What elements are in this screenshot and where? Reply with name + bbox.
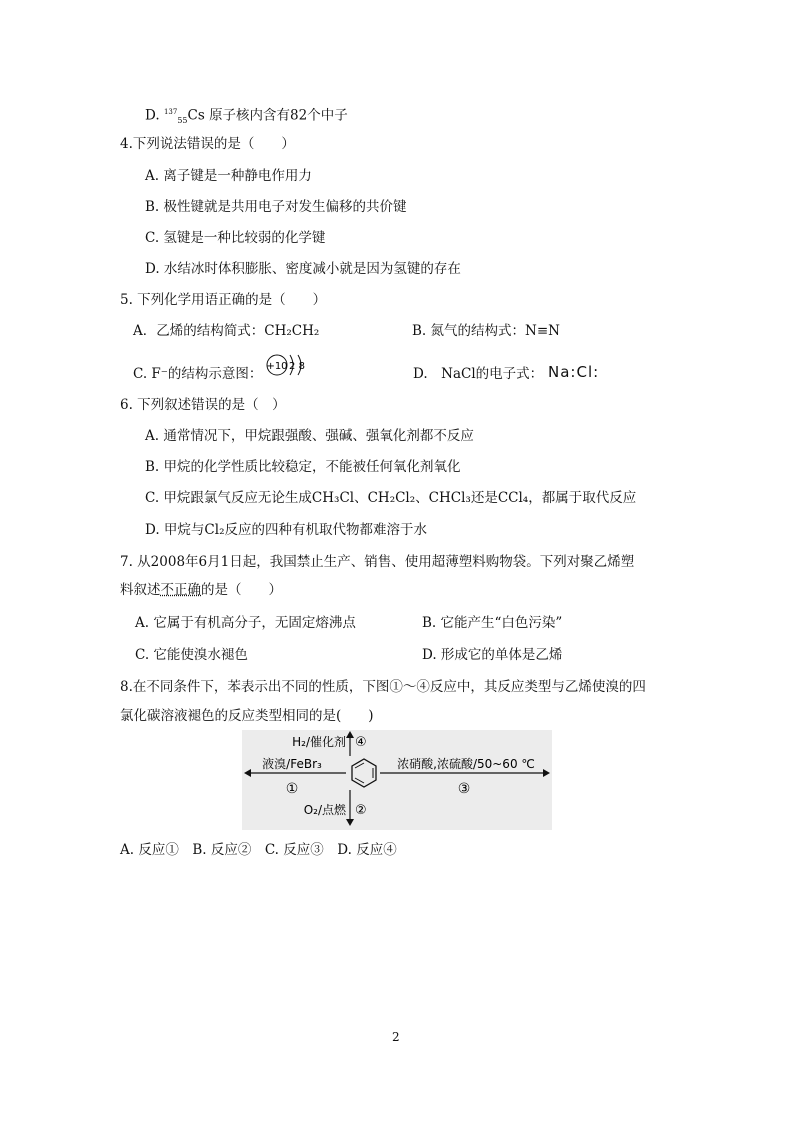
q4-option-c: C. 氢键是一种比较弱的化学键 bbox=[145, 230, 326, 246]
left-condition: 液溴/FeBr₃ bbox=[262, 757, 322, 771]
q5-option-b: B. 氮气的结构式：N≡N bbox=[412, 323, 560, 339]
q6-stem: 6. 下列叙述错误的是（ ） bbox=[120, 397, 286, 413]
q4-option-d: D. 水结冰时体积膨胀、密度减小就是因为氢键的存在 bbox=[145, 261, 461, 277]
q7-stem-line1: 7. 从2008年6月1日起，我国禁止生产、销售、使用超薄塑料购物袋。下列对聚乙烯塑 bbox=[120, 554, 635, 570]
bottom-reaction-number: ② bbox=[355, 803, 367, 818]
q6-option-a: A. 通常情况下，甲烷跟强酸、强碱、强氧化剂都不反应 bbox=[145, 428, 474, 444]
q3-option-d bbox=[145, 102, 348, 131]
bottom-condition: O₂/点燃 bbox=[303, 803, 346, 817]
q3-option-d-prefix: D. bbox=[145, 107, 160, 124]
q4-stem: 4.下列说法错误的是（ ） bbox=[120, 136, 295, 152]
right-reaction-number: ③ bbox=[457, 781, 471, 797]
nacl-electron-formula: Na:Cl: bbox=[548, 363, 600, 381]
q3-option-d-text: 原子核内含有82个中子 bbox=[209, 107, 348, 124]
top-reaction-number: ④ bbox=[355, 735, 367, 750]
q7-option-d: D. 形成它的单体是乙烯 bbox=[422, 647, 563, 663]
q4-option-b: B. 极性键就是共用电子对发生偏移的共价键 bbox=[145, 199, 407, 215]
q5-option-c: C. F⁻的结构示意图： bbox=[133, 366, 263, 382]
q4-option-a: A. 离子键是一种静电作用力 bbox=[145, 168, 312, 184]
q7-option-a: A. 它属于有机高分子，无固定熔沸点 bbox=[135, 615, 356, 631]
q6-option-d: D. 甲烷与Cl₂反应的四种有机取代物都难溶于水 bbox=[145, 522, 427, 538]
mass-number: 137 bbox=[163, 108, 178, 116]
electron-shells: 2 8 bbox=[289, 361, 305, 372]
element-symbol: Cs bbox=[187, 107, 205, 124]
q8-stem-line2: 氯化碳溶液褪色的反应类型相同的是( ) bbox=[120, 708, 374, 724]
q7-option-c: C. 它能使溴水褪色 bbox=[135, 647, 248, 663]
benzene-ring bbox=[352, 759, 376, 787]
q8-options: A. 反应① B. 反应② C. 反应③ D. 反应④ bbox=[120, 842, 397, 858]
q5-option-d: D. NaCl的电子式： bbox=[413, 366, 544, 382]
q7-stem-part-a: 料叙述 bbox=[120, 582, 161, 598]
top-condition: H₂/催化剂 bbox=[292, 735, 346, 749]
left-reaction-number: ① bbox=[285, 781, 299, 797]
fluoride-ion-structure-diagram bbox=[266, 352, 312, 380]
q7-emphasis: 不正确 bbox=[160, 582, 201, 598]
page-number: 2 bbox=[392, 1030, 400, 1044]
q5-option-a: A．乙烯的结构简式：CH₂CH₂ bbox=[133, 323, 320, 339]
q6-option-b: B. 甲烷的化学性质比较稳定，不能被任何氧化剂氧化 bbox=[145, 459, 461, 475]
nucleus-charge: +10 bbox=[266, 361, 288, 372]
q7-stem-line2 bbox=[120, 580, 282, 600]
q5-stem: 5. 下列化学用语正确的是（ ） bbox=[120, 292, 327, 308]
q8-stem-line1: 8.在不同条件下，苯表示出不同的性质，下图①～④反应中，其反应类型与乙烯使溴的四 bbox=[120, 679, 646, 695]
q6-option-c: C. 甲烷跟氯气反应无论生成CH₃Cl、CH₂Cl₂、CHCl₃还是CCl₄，都属于取代反应 bbox=[145, 490, 637, 506]
atomic-number: 55 bbox=[177, 116, 188, 126]
q7-stem-part-b: 的是（ ） bbox=[201, 582, 282, 598]
right-condition: 浓硝酸,浓硫酸/50~60 ℃ bbox=[397, 757, 535, 771]
benzene-reaction-diagram bbox=[242, 730, 552, 830]
q7-option-b: B. 它能产生“白色污染” bbox=[422, 615, 563, 631]
